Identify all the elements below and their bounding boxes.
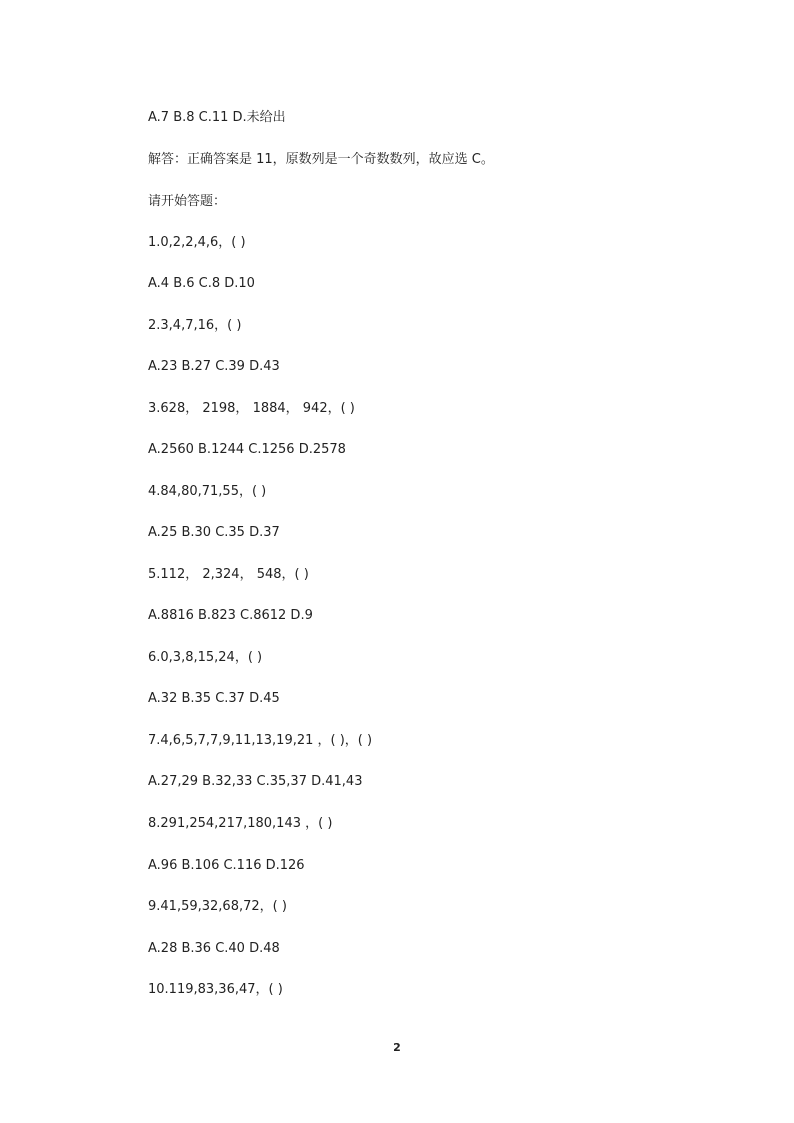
question-4: 4.84,80,71,55，( ) [148, 484, 267, 499]
options-1: A.4 B.6 C.8 D.10 [148, 276, 255, 291]
options-8: A.96 B.106 C.116 D.126 [148, 858, 305, 873]
question-10: 10.119,83,36,47，( ) [148, 982, 283, 997]
options-5: A.8816 B.823 C.8612 D.9 [148, 608, 313, 623]
question-9: 9.41,59,32,68,72，( ) [148, 899, 287, 914]
page-number: 2 [393, 1041, 401, 1054]
options-7: A.27,29 B.32,33 C.35,37 D.41,43 [148, 774, 363, 789]
options-6: A.32 B.35 C.37 D.45 [148, 691, 280, 706]
question-5: 5.112， 2,324， 548，( ) [148, 567, 309, 582]
question-2: 2.3,4,7,16，( ) [148, 318, 242, 333]
answer-options-example: A.7 B.8 C.11 D.未给出 [148, 110, 286, 125]
options-9: A.28 B.36 C.40 D.48 [148, 941, 280, 956]
options-3: A.2560 B.1244 C.1256 D.2578 [148, 442, 346, 457]
example-explanation: 解答：正确答案是 11，原数列是一个奇数数列，故应选 C。 [148, 152, 494, 167]
options-4: A.25 B.30 C.35 D.37 [148, 525, 280, 540]
question-1: 1.0,2,2,4,6，( ) [148, 235, 246, 250]
question-7: 7.4,6,5,7,7,9,11,13,19,21 ，( )，( ) [148, 733, 373, 748]
question-6: 6.0,3,8,15,24，( ) [148, 650, 263, 665]
start-instruction: 请开始答题： [148, 194, 227, 209]
question-8: 8.291,254,217,180,143 ，( ) [148, 816, 333, 831]
question-3: 3.628， 2198， 1884， 942，( ) [148, 401, 355, 416]
options-2: A.23 B.27 C.39 D.43 [148, 359, 280, 374]
